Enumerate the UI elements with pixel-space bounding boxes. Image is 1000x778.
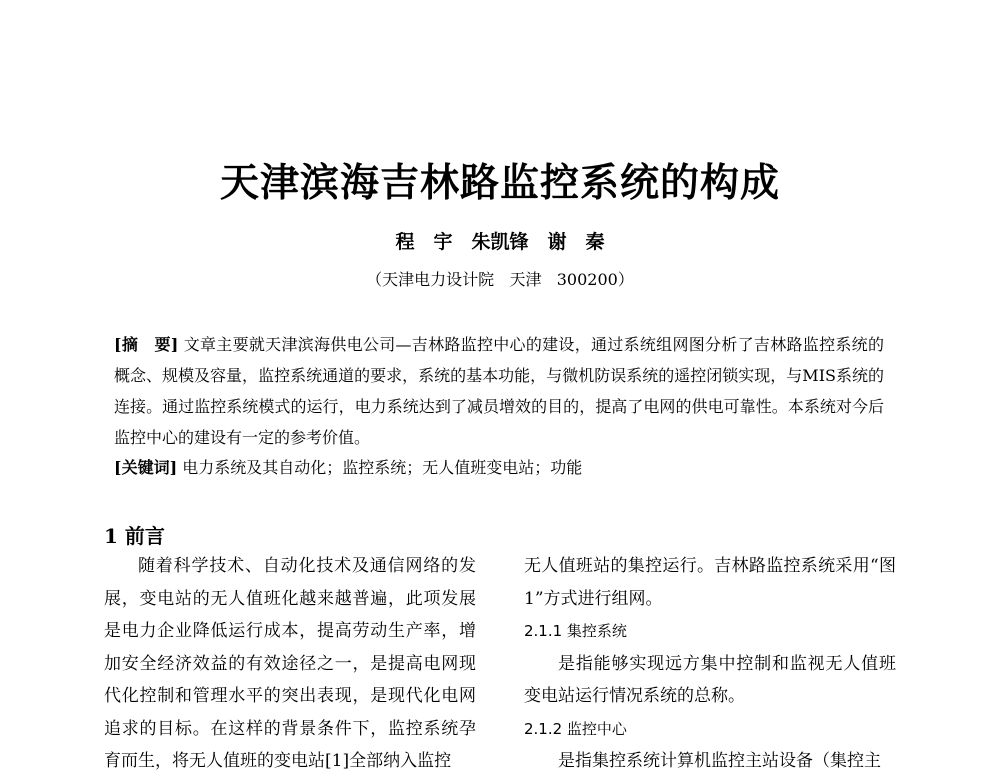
affiliation-city: 天津 [509,270,542,289]
left-column [104,550,476,778]
abstract [114,329,884,453]
subsection-2-1-2-heading: 2.1.2 监控中心 [524,719,627,738]
affiliation-postcode: 300200 [556,270,618,289]
keywords-label: [关键词] [114,458,178,477]
keywords-text: 电力系统及其自动化；监控系统；无人值班变电站；功能 [182,458,583,477]
paper-authors: 程 宇 朱凯锋 谢 秦 [395,231,605,253]
affiliation-close-paren: ） [617,270,634,289]
section-1-heading: 1 前言 [104,524,165,548]
subsection-2-1-1-text: 是指能够实现远方集中控制和监视无人值班变电站运行情况系统的总称。 [524,653,896,706]
right-column [524,550,896,778]
subsection-2-1-1-heading: 2.1.1 集控系统 [524,622,627,640]
intro-paragraph: 随着科学技术、自动化技术及通信网络的发展，变电站的无人值班化越来越普遍，此项发展是电力企业降低运行成本，提高劳动生产率，增加安全经济效益的有效途径之一，是提高电网现代化控制和管理水平的突出表现，是现代化电网追求的目标。在这样的背景条件下，监控系统孕育而生，将无人值班的变电站[1]全部纳入监控 [104,556,476,771]
abstract-label: [摘 要] [114,335,179,354]
affiliation-institute: 天津电力设计院 [382,270,495,289]
subsection-2-1-2-text: 是指集控系统计算机监控主站设备（集控主 [558,751,881,771]
continuation-paragraph: 无人值班站的集控运行。吉林路监控系统采用“图 1”方式进行组网。 [524,556,896,609]
abstract-text: 文章主要就天津滨海供电公司—吉林路监控中心的建设，通过系统组网图分析了吉林路监控系统的概念、规模及容量，监控系统通道的要求，系统的基本功能，与微机防误系统的遥控闭锁实现，与MIS系统的连接。通过监控系统模式的运行，电力系统达到了减员增效的目的，提高了电网的供电可靠性。本系统对今后监控中心的建设有一定的参考价值。 [114,335,884,447]
paper-affiliation [0,269,1000,291]
keywords [114,455,884,481]
paper-title: 天津滨海吉林路监控系统的构成 [219,160,780,206]
affiliation-open-paren: （ [366,270,383,289]
